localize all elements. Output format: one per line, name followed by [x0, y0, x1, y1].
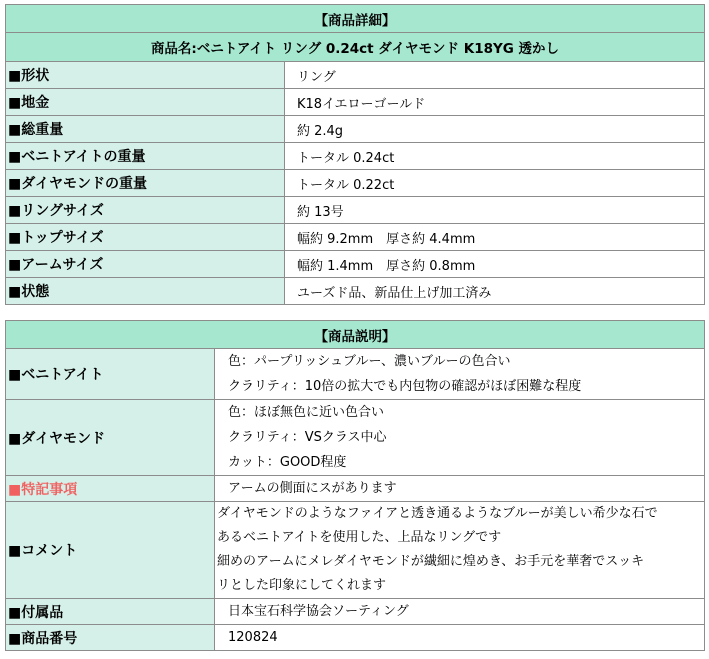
- details-row: [6, 251, 705, 278]
- detail-label: ■地金: [6, 89, 285, 116]
- detail-value: 約 2.4g: [285, 116, 705, 143]
- detail-value: 約 13号: [285, 197, 705, 224]
- details-row: [6, 89, 705, 116]
- detail-value: K18イエローゴールド: [285, 89, 705, 116]
- diamond-line: クラリティ：VSクラス中心: [228, 430, 387, 445]
- detail-value: 幅約 9.2mm 厚さ約 4.4mm: [285, 224, 705, 251]
- description-header: 【商品説明】: [6, 321, 705, 349]
- detail-value: トータル 0.22ct: [285, 170, 705, 197]
- benitoite-value: [215, 349, 705, 400]
- detail-label: ■アームサイズ: [6, 251, 285, 278]
- special-notes-label: ■特記事項: [6, 476, 215, 502]
- comment-value: [215, 502, 705, 599]
- benitoite-line: クラリティ：10倍の拡大でも内包物の確認がほぼ困難な程度: [228, 379, 582, 394]
- detail-label: ■状態: [6, 278, 285, 305]
- detail-label: ■ダイヤモンドの重量: [6, 170, 285, 197]
- details-row: [6, 278, 705, 305]
- detail-label: ■形状: [6, 62, 285, 89]
- special-notes-value: アームの側面にスがあります: [215, 476, 705, 502]
- product-name: 商品名:ベニトアイト リング 0.24ct ダイヤモンド K18YG 透かし: [6, 33, 705, 62]
- details-row: [6, 143, 705, 170]
- diamond-line: カット：GOOD程度: [228, 455, 347, 470]
- description-row-benitoite: [6, 349, 705, 400]
- benitoite-label: ■ベニトアイト: [6, 349, 215, 400]
- comment-line: ダイヤモンドのようなファイアと透き通るようなブルーが美しい希少な石で: [217, 506, 658, 521]
- description-row-item-number: [6, 625, 705, 651]
- detail-label: ■総重量: [6, 116, 285, 143]
- diamond-label: ■ダイヤモンド: [6, 400, 215, 476]
- details-row: [6, 116, 705, 143]
- detail-value: 幅約 1.4mm 厚さ約 0.8mm: [285, 251, 705, 278]
- comment-line: あるベニトアイトを使用した、上品なリングです: [217, 530, 502, 545]
- details-row: [6, 170, 705, 197]
- detail-label: ■ベニトアイトの重量: [6, 143, 285, 170]
- item-number-value: 120824: [215, 625, 705, 651]
- detail-value: トータル 0.24ct: [285, 143, 705, 170]
- details-row: [6, 62, 705, 89]
- comment-line: 細めのアームにメレダイヤモンドが繊細に煌めき、お手元を華奢でスッキ: [217, 554, 645, 569]
- comment-line: リとした印象にしてくれます: [217, 578, 387, 593]
- detail-value: リング: [285, 62, 705, 89]
- details-row: [6, 224, 705, 251]
- details-header: 【商品詳細】: [6, 5, 705, 33]
- detail-label: ■リングサイズ: [6, 197, 285, 224]
- product-description-table: [5, 320, 705, 651]
- diamond-value: [215, 400, 705, 476]
- description-row-special: [6, 476, 705, 502]
- accessories-label: ■付属品: [6, 599, 215, 625]
- comment-label: ■コメント: [6, 502, 215, 599]
- accessories-value: 日本宝石科学協会ソーティング: [215, 599, 705, 625]
- detail-label: ■トップサイズ: [6, 224, 285, 251]
- detail-value: ユーズド品、新品仕上げ加工済み: [285, 278, 705, 305]
- item-number-label: ■商品番号: [6, 625, 215, 651]
- description-row-diamond: [6, 400, 705, 476]
- details-row: [6, 197, 705, 224]
- diamond-line: 色：ほぼ無色に近い色合い: [228, 405, 385, 420]
- product-details-table: [5, 4, 705, 305]
- description-row-accessories: [6, 599, 705, 625]
- benitoite-line: 色：パープリッシュブルー、濃いブルーの色合い: [228, 354, 511, 369]
- description-row-comment: [6, 502, 705, 599]
